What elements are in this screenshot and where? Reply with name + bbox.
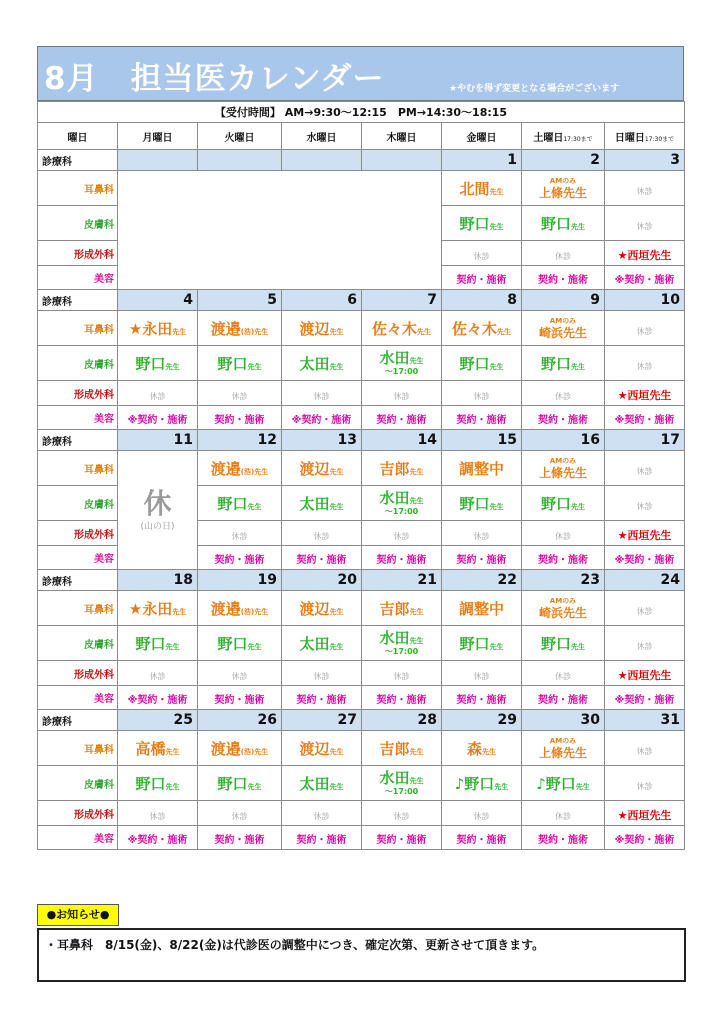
schedule-cell: 調整中 <box>442 451 522 486</box>
date-cell: 7 <box>362 290 442 311</box>
schedule-cell: 吉郎先生 <box>362 451 442 486</box>
schedule-cell: 休診 <box>442 241 522 266</box>
schedule-cell: AMのみ 上條先生 <box>522 171 605 206</box>
date-cell: 28 <box>362 710 442 731</box>
dept-plas: 形成外科 <box>38 381 118 406</box>
date-cell <box>282 150 362 171</box>
schedule-cell: 契約・施術 <box>442 406 522 430</box>
schedule-cell: 調整中 <box>442 591 522 626</box>
date-cell: 9 <box>522 290 605 311</box>
dept-ent: 耳鼻科 <box>38 311 118 346</box>
date-cell: 14 <box>362 430 442 451</box>
schedule-cell: 野口先生 <box>522 486 605 521</box>
schedule-cell: 休診 <box>282 661 362 686</box>
date-cell: 18 <box>118 570 198 591</box>
schedule-cell: 渡邉(浩)先生 <box>198 311 282 346</box>
schedule-cell: ※契約・施術 <box>282 406 362 430</box>
schedule-cell: 休診 <box>362 801 442 826</box>
dept-derm: 皮膚科 <box>38 766 118 801</box>
weekday-label: 曜日 <box>38 123 118 150</box>
schedule-cell: 休診 <box>605 171 685 206</box>
schedule-cell: 休診 <box>605 311 685 346</box>
date-cell: 25 <box>118 710 198 731</box>
holiday-cell: 休 (山の日) <box>118 451 198 570</box>
dept-derm: 皮膚科 <box>38 486 118 521</box>
date-cell: 3 <box>605 150 685 171</box>
dept-plas: 形成外科 <box>38 661 118 686</box>
dept-beau: 美容 <box>38 546 118 570</box>
schedule-cell: AMのみ 上條先生 <box>522 451 605 486</box>
date-cell: 4 <box>118 290 198 311</box>
page-title: 8月 担当医カレンダー <box>44 61 385 97</box>
schedule-cell: 契約・施術 <box>362 686 442 710</box>
schedule-cell: AMのみ 崎浜先生 <box>522 311 605 346</box>
schedule-cell: 水田先生 ～17:00 <box>362 346 442 381</box>
dept-ent: 耳鼻科 <box>38 591 118 626</box>
schedule-cell: 水田先生 ～17:00 <box>362 486 442 521</box>
schedule-cell: 休診 <box>442 661 522 686</box>
schedule-cell: 契約・施術 <box>282 826 362 850</box>
schedule-cell: 契約・施術 <box>362 546 442 570</box>
doctor-calendar-table <box>37 101 685 850</box>
date-cell: 20 <box>282 570 362 591</box>
schedule-cell: 休診 <box>118 381 198 406</box>
date-cell: 17 <box>605 430 685 451</box>
empty-block <box>118 171 442 290</box>
schedule-cell: ※契約・施術 <box>118 686 198 710</box>
schedule-cell: 契約・施術 <box>442 266 522 290</box>
schedule-cell: 休診 <box>198 381 282 406</box>
schedule-cell: 休診 <box>605 766 685 801</box>
schedule-cell: 渡邉(浩)先生 <box>198 451 282 486</box>
schedule-cell: ※契約・施術 <box>118 406 198 430</box>
dept-beau: 美容 <box>38 266 118 290</box>
date-cell: 2 <box>522 150 605 171</box>
schedule-cell: ★西垣先生 <box>605 801 685 826</box>
schedule-cell: 契約・施術 <box>522 826 605 850</box>
schedule-cell: 契約・施術 <box>198 826 282 850</box>
date-cell: 6 <box>282 290 362 311</box>
schedule-cell: 野口先生 <box>198 626 282 661</box>
date-cell: 11 <box>118 430 198 451</box>
schedule-cell: 野口先生 <box>118 346 198 381</box>
schedule-cell: 休診 <box>198 801 282 826</box>
dept-beau: 美容 <box>38 686 118 710</box>
date-cell <box>362 150 442 171</box>
date-cell: 15 <box>442 430 522 451</box>
dept-plas: 形成外科 <box>38 801 118 826</box>
schedule-cell: 佐々木先生 <box>362 311 442 346</box>
notice-label: ●お知らせ● <box>37 904 119 926</box>
week-2-date-row <box>38 290 685 311</box>
weekday-sat: 土曜日17:30まで <box>522 123 605 150</box>
dept-beau: 美容 <box>38 406 118 430</box>
dept-ent: 耳鼻科 <box>38 171 118 206</box>
weekday-wed: 水曜日 <box>282 123 362 150</box>
weekday-fri: 金曜日 <box>442 123 522 150</box>
schedule-cell: 休診 <box>605 591 685 626</box>
schedule-cell: 渡辺先生 <box>282 731 362 766</box>
weekday-sun: 日曜日17:30まで <box>605 123 685 150</box>
schedule-cell: ★永田先生 <box>118 591 198 626</box>
schedule-cell: 高橋先生 <box>118 731 198 766</box>
schedule-cell: 休診 <box>198 521 282 546</box>
schedule-cell: 休診 <box>442 801 522 826</box>
reception-hours: 【受付時間】 AM→9:30～12:15 PM→14:30～18:15 <box>38 102 685 123</box>
schedule-cell: 野口先生 <box>442 346 522 381</box>
schedule-cell: 野口先生 <box>522 206 605 241</box>
dept-ent: 耳鼻科 <box>38 451 118 486</box>
schedule-cell: 休診 <box>282 801 362 826</box>
schedule-cell: 野口先生 <box>198 486 282 521</box>
change-notice: ★やむを得ず変更となる場合がございます <box>449 84 620 94</box>
weekday-tue: 火曜日 <box>198 123 282 150</box>
schedule-cell: 野口先生 <box>118 626 198 661</box>
date-cell: 31 <box>605 710 685 731</box>
schedule-cell: 野口先生 <box>198 766 282 801</box>
schedule-cell: ※契約・施術 <box>605 266 685 290</box>
schedule-cell: 吉郎先生 <box>362 731 442 766</box>
schedule-cell: 休診 <box>118 801 198 826</box>
schedule-cell: 野口先生 <box>442 206 522 241</box>
schedule-cell: 休診 <box>522 241 605 266</box>
schedule-cell: ※契約・施術 <box>605 406 685 430</box>
schedule-cell: 休診 <box>605 206 685 241</box>
schedule-cell: 契約・施術 <box>282 686 362 710</box>
notice-text: ・耳鼻科 8/15(金)、8/22(金)は代診医の調整中につき、確定次第、更新させて頂きます。 <box>45 938 545 952</box>
schedule-cell: 契約・施術 <box>442 686 522 710</box>
week-1-date-row <box>38 150 685 171</box>
week-4-date-row <box>38 570 685 591</box>
schedule-cell: 契約・施術 <box>198 546 282 570</box>
date-cell: 8 <box>442 290 522 311</box>
schedule-cell: 野口先生 <box>522 346 605 381</box>
schedule-cell: 太田先生 <box>282 486 362 521</box>
schedule-cell: 渡邉(浩)先生 <box>198 591 282 626</box>
schedule-cell: 契約・施術 <box>522 686 605 710</box>
schedule-cell: ★西垣先生 <box>605 241 685 266</box>
date-cell: 27 <box>282 710 362 731</box>
schedule-cell: 休診 <box>442 381 522 406</box>
date-cell: 12 <box>198 430 282 451</box>
schedule-cell: 休診 <box>522 521 605 546</box>
schedule-cell: 佐々木先生 <box>442 311 522 346</box>
schedule-cell: 休診 <box>362 521 442 546</box>
schedule-cell: 渡辺先生 <box>282 591 362 626</box>
date-cell: 16 <box>522 430 605 451</box>
date-cell: 24 <box>605 570 685 591</box>
date-cell <box>198 150 282 171</box>
dept-derm: 皮膚科 <box>38 626 118 661</box>
dept-ent: 耳鼻科 <box>38 731 118 766</box>
schedule-cell: 契約・施術 <box>442 546 522 570</box>
schedule-cell: 休診 <box>605 346 685 381</box>
clinic-label: 診療科 <box>38 570 118 591</box>
date-cell: 26 <box>198 710 282 731</box>
schedule-cell: 契約・施術 <box>442 826 522 850</box>
schedule-cell: ★西垣先生 <box>605 661 685 686</box>
schedule-cell: 休診 <box>118 661 198 686</box>
schedule-cell: 休診 <box>522 661 605 686</box>
clinic-label: 診療科 <box>38 430 118 451</box>
date-cell: 23 <box>522 570 605 591</box>
schedule-cell: 水田先生 ～17:00 <box>362 626 442 661</box>
schedule-cell: 吉郎先生 <box>362 591 442 626</box>
schedule-cell: 休診 <box>605 486 685 521</box>
schedule-cell: AMのみ 崎浜先生 <box>522 591 605 626</box>
schedule-cell: 休診 <box>362 381 442 406</box>
clinic-label: 診療科 <box>38 290 118 311</box>
date-cell: 22 <box>442 570 522 591</box>
dept-plas: 形成外科 <box>38 521 118 546</box>
schedule-cell: 契約・施術 <box>362 406 442 430</box>
dept-plas: 形成外科 <box>38 241 118 266</box>
schedule-cell: 休診 <box>282 381 362 406</box>
date-cell: 29 <box>442 710 522 731</box>
weekday-header-row <box>38 123 685 150</box>
date-cell: 30 <box>522 710 605 731</box>
date-cell <box>118 150 198 171</box>
schedule-cell: ♪野口先生 <box>442 766 522 801</box>
schedule-cell: 野口先生 <box>118 766 198 801</box>
schedule-cell: 太田先生 <box>282 346 362 381</box>
schedule-cell: ★西垣先生 <box>605 521 685 546</box>
schedule-cell: 渡辺先生 <box>282 311 362 346</box>
calendar-title-bar <box>37 46 684 101</box>
schedule-cell: 契約・施術 <box>522 546 605 570</box>
schedule-cell: 休診 <box>198 661 282 686</box>
dept-derm: 皮膚科 <box>38 346 118 381</box>
schedule-cell: ★永田先生 <box>118 311 198 346</box>
schedule-cell: 休診 <box>605 731 685 766</box>
schedule-cell: AMのみ 上條先生 <box>522 731 605 766</box>
notice-box <box>37 928 686 982</box>
dept-derm: 皮膚科 <box>38 206 118 241</box>
schedule-cell: 野口先生 <box>442 486 522 521</box>
date-cell: 1 <box>442 150 522 171</box>
schedule-cell: 休診 <box>442 521 522 546</box>
schedule-cell: 野口先生 <box>442 626 522 661</box>
schedule-cell: 太田先生 <box>282 766 362 801</box>
schedule-cell: 休診 <box>282 521 362 546</box>
schedule-cell: 渡辺先生 <box>282 451 362 486</box>
schedule-cell: 休診 <box>605 451 685 486</box>
schedule-cell: 休診 <box>362 661 442 686</box>
date-cell: 10 <box>605 290 685 311</box>
schedule-cell: 野口先生 <box>198 346 282 381</box>
dept-beau: 美容 <box>38 826 118 850</box>
schedule-cell: 休診 <box>522 801 605 826</box>
schedule-cell: 渡邉(浩)先生 <box>198 731 282 766</box>
schedule-cell: 北間先生 <box>442 171 522 206</box>
schedule-cell: ★西垣先生 <box>605 381 685 406</box>
date-cell: 21 <box>362 570 442 591</box>
date-cell: 13 <box>282 430 362 451</box>
weekday-mon: 月曜日 <box>118 123 198 150</box>
schedule-cell: 契約・施術 <box>198 686 282 710</box>
date-cell: 5 <box>198 290 282 311</box>
clinic-label: 診療科 <box>38 710 118 731</box>
schedule-cell: 森先生 <box>442 731 522 766</box>
schedule-cell: ※契約・施術 <box>118 826 198 850</box>
schedule-cell: 契約・施術 <box>282 546 362 570</box>
schedule-cell: 水田先生 ～17:00 <box>362 766 442 801</box>
schedule-cell: 野口先生 <box>522 626 605 661</box>
week-5-date-row <box>38 710 685 731</box>
schedule-cell: 契約・施術 <box>198 406 282 430</box>
schedule-cell: ※契約・施術 <box>605 826 685 850</box>
schedule-cell: ※契約・施術 <box>605 546 685 570</box>
schedule-cell: ♪野口先生 <box>522 766 605 801</box>
weekday-thu: 木曜日 <box>362 123 442 150</box>
week-3-date-row <box>38 430 685 451</box>
schedule-cell: 契約・施術 <box>362 826 442 850</box>
schedule-cell: ※契約・施術 <box>605 686 685 710</box>
schedule-cell: 契約・施術 <box>522 266 605 290</box>
schedule-cell: 契約・施術 <box>522 406 605 430</box>
clinic-label: 診療科 <box>38 150 118 171</box>
date-cell: 19 <box>198 570 282 591</box>
schedule-cell: 太田先生 <box>282 626 362 661</box>
schedule-cell: 休診 <box>522 381 605 406</box>
schedule-cell: 休診 <box>605 626 685 661</box>
